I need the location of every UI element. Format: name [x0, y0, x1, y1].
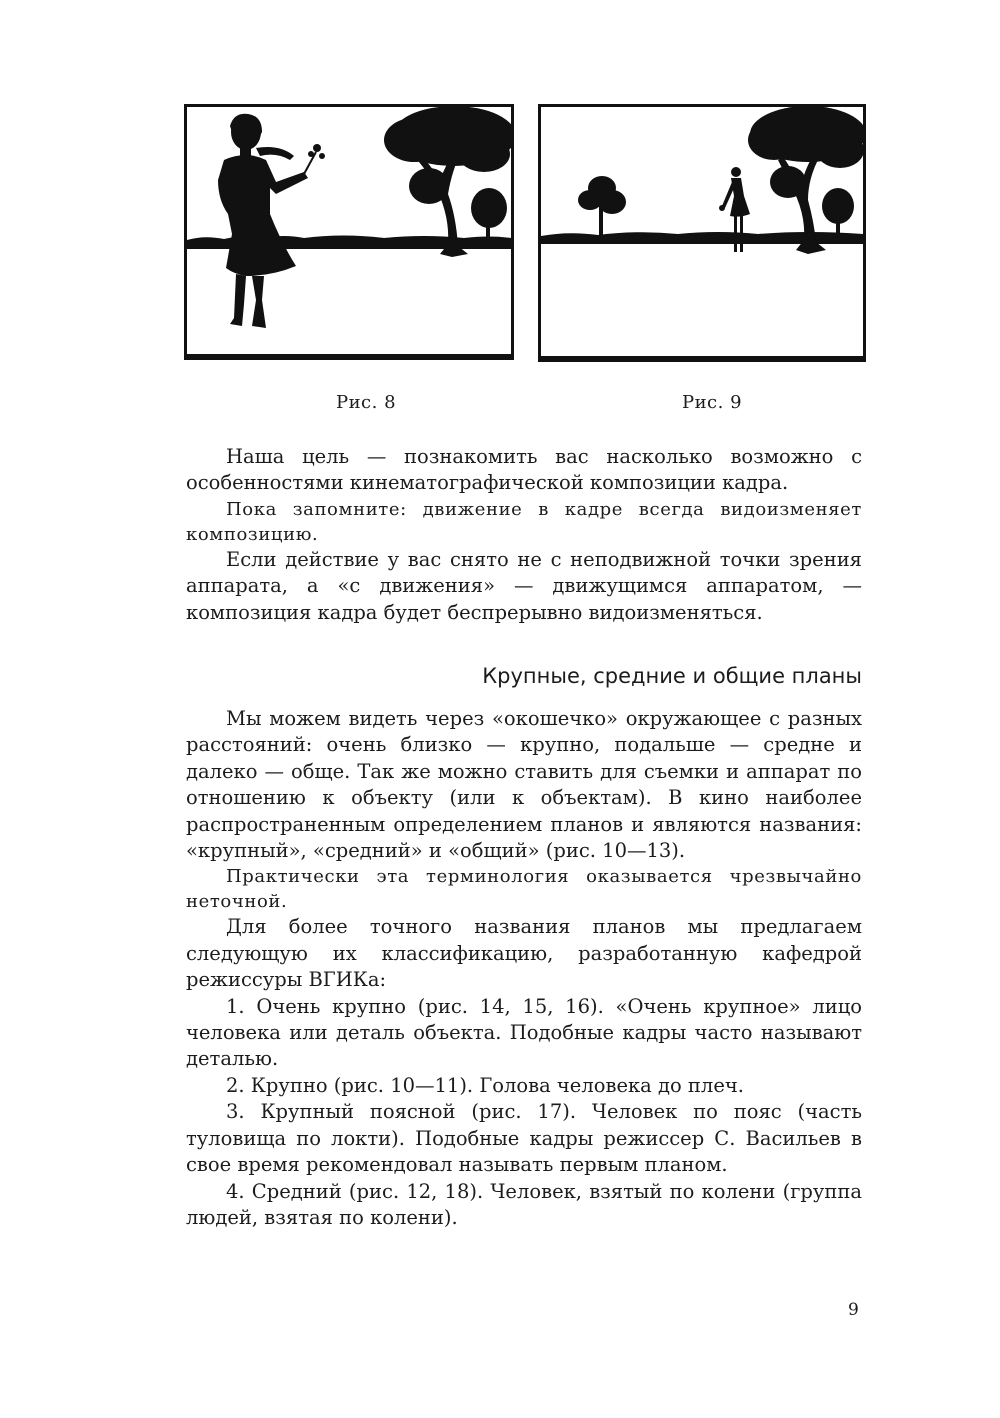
section-title: Крупные, средние и общие планы — [482, 664, 862, 688]
list-item: 4. Средний (рис. 12, 18). Человек, взятый по колени (группа людей, взятая по колени). — [186, 1179, 862, 1229]
figure-9-illustration — [538, 104, 866, 362]
figure-9-caption: Рис. 9 — [681, 392, 743, 413]
page-number: 9 — [848, 1300, 859, 1320]
paragraph: Пока запомните: движение в кадре всегда видоизменяет композицию. — [186, 498, 862, 545]
paragraph: Если действие у вас снято не с неподвижной точки зрения аппарата, а «с движения» — движущимся аппаратом, — композиция кадра будет беспрерывно видоизменяться. — [186, 547, 862, 624]
list-item: 2. Крупно (рис. 10—11). Голова человека до плеч. — [226, 1073, 744, 1097]
figure-8-caption: Рис. 8 — [335, 392, 397, 413]
paragraph: Для более точного названия планов мы предлагаем следующую их классификацию, разработанную кафедрой режиссуры ВГИКа: — [186, 915, 862, 992]
figure-8-illustration — [184, 104, 514, 360]
section-body — [186, 706, 862, 1231]
intro-text — [186, 444, 862, 626]
paragraph: Наша цель — познакомить вас насколько возможно с особенностями кинематографической композиции кадра. — [186, 445, 862, 495]
paragraph: Мы можем видеть через «окошечко» окружающее с разных расстояний: очень близко — крупно, подальше — средне и далеко — обще. Так же можно ставить для съемки и аппарат по отношению к объекту (или к объектам). В кино наиболее распространенным определением планов и являются названия: «крупный», «средний» и «общий» (рис. 10—13). — [186, 707, 862, 863]
figure-9 — [538, 104, 866, 362]
figure-8 — [184, 104, 514, 360]
list-item: 3. Крупный поясной (рис. 17). Человек по пояс (часть туловища по локти). Подобные кадры режиссер С. Васильев в свое время рекомендовал называть первым планом. — [186, 1100, 862, 1177]
list-item: 1. Очень крупно (рис. 14, 15, 16). «Очень крупное» лицо человека или деталь объекта. Подобные кадры часто называют деталью. — [186, 994, 862, 1071]
paragraph: Практически эта терминология оказывается чрезвычайно неточной. — [186, 866, 862, 913]
